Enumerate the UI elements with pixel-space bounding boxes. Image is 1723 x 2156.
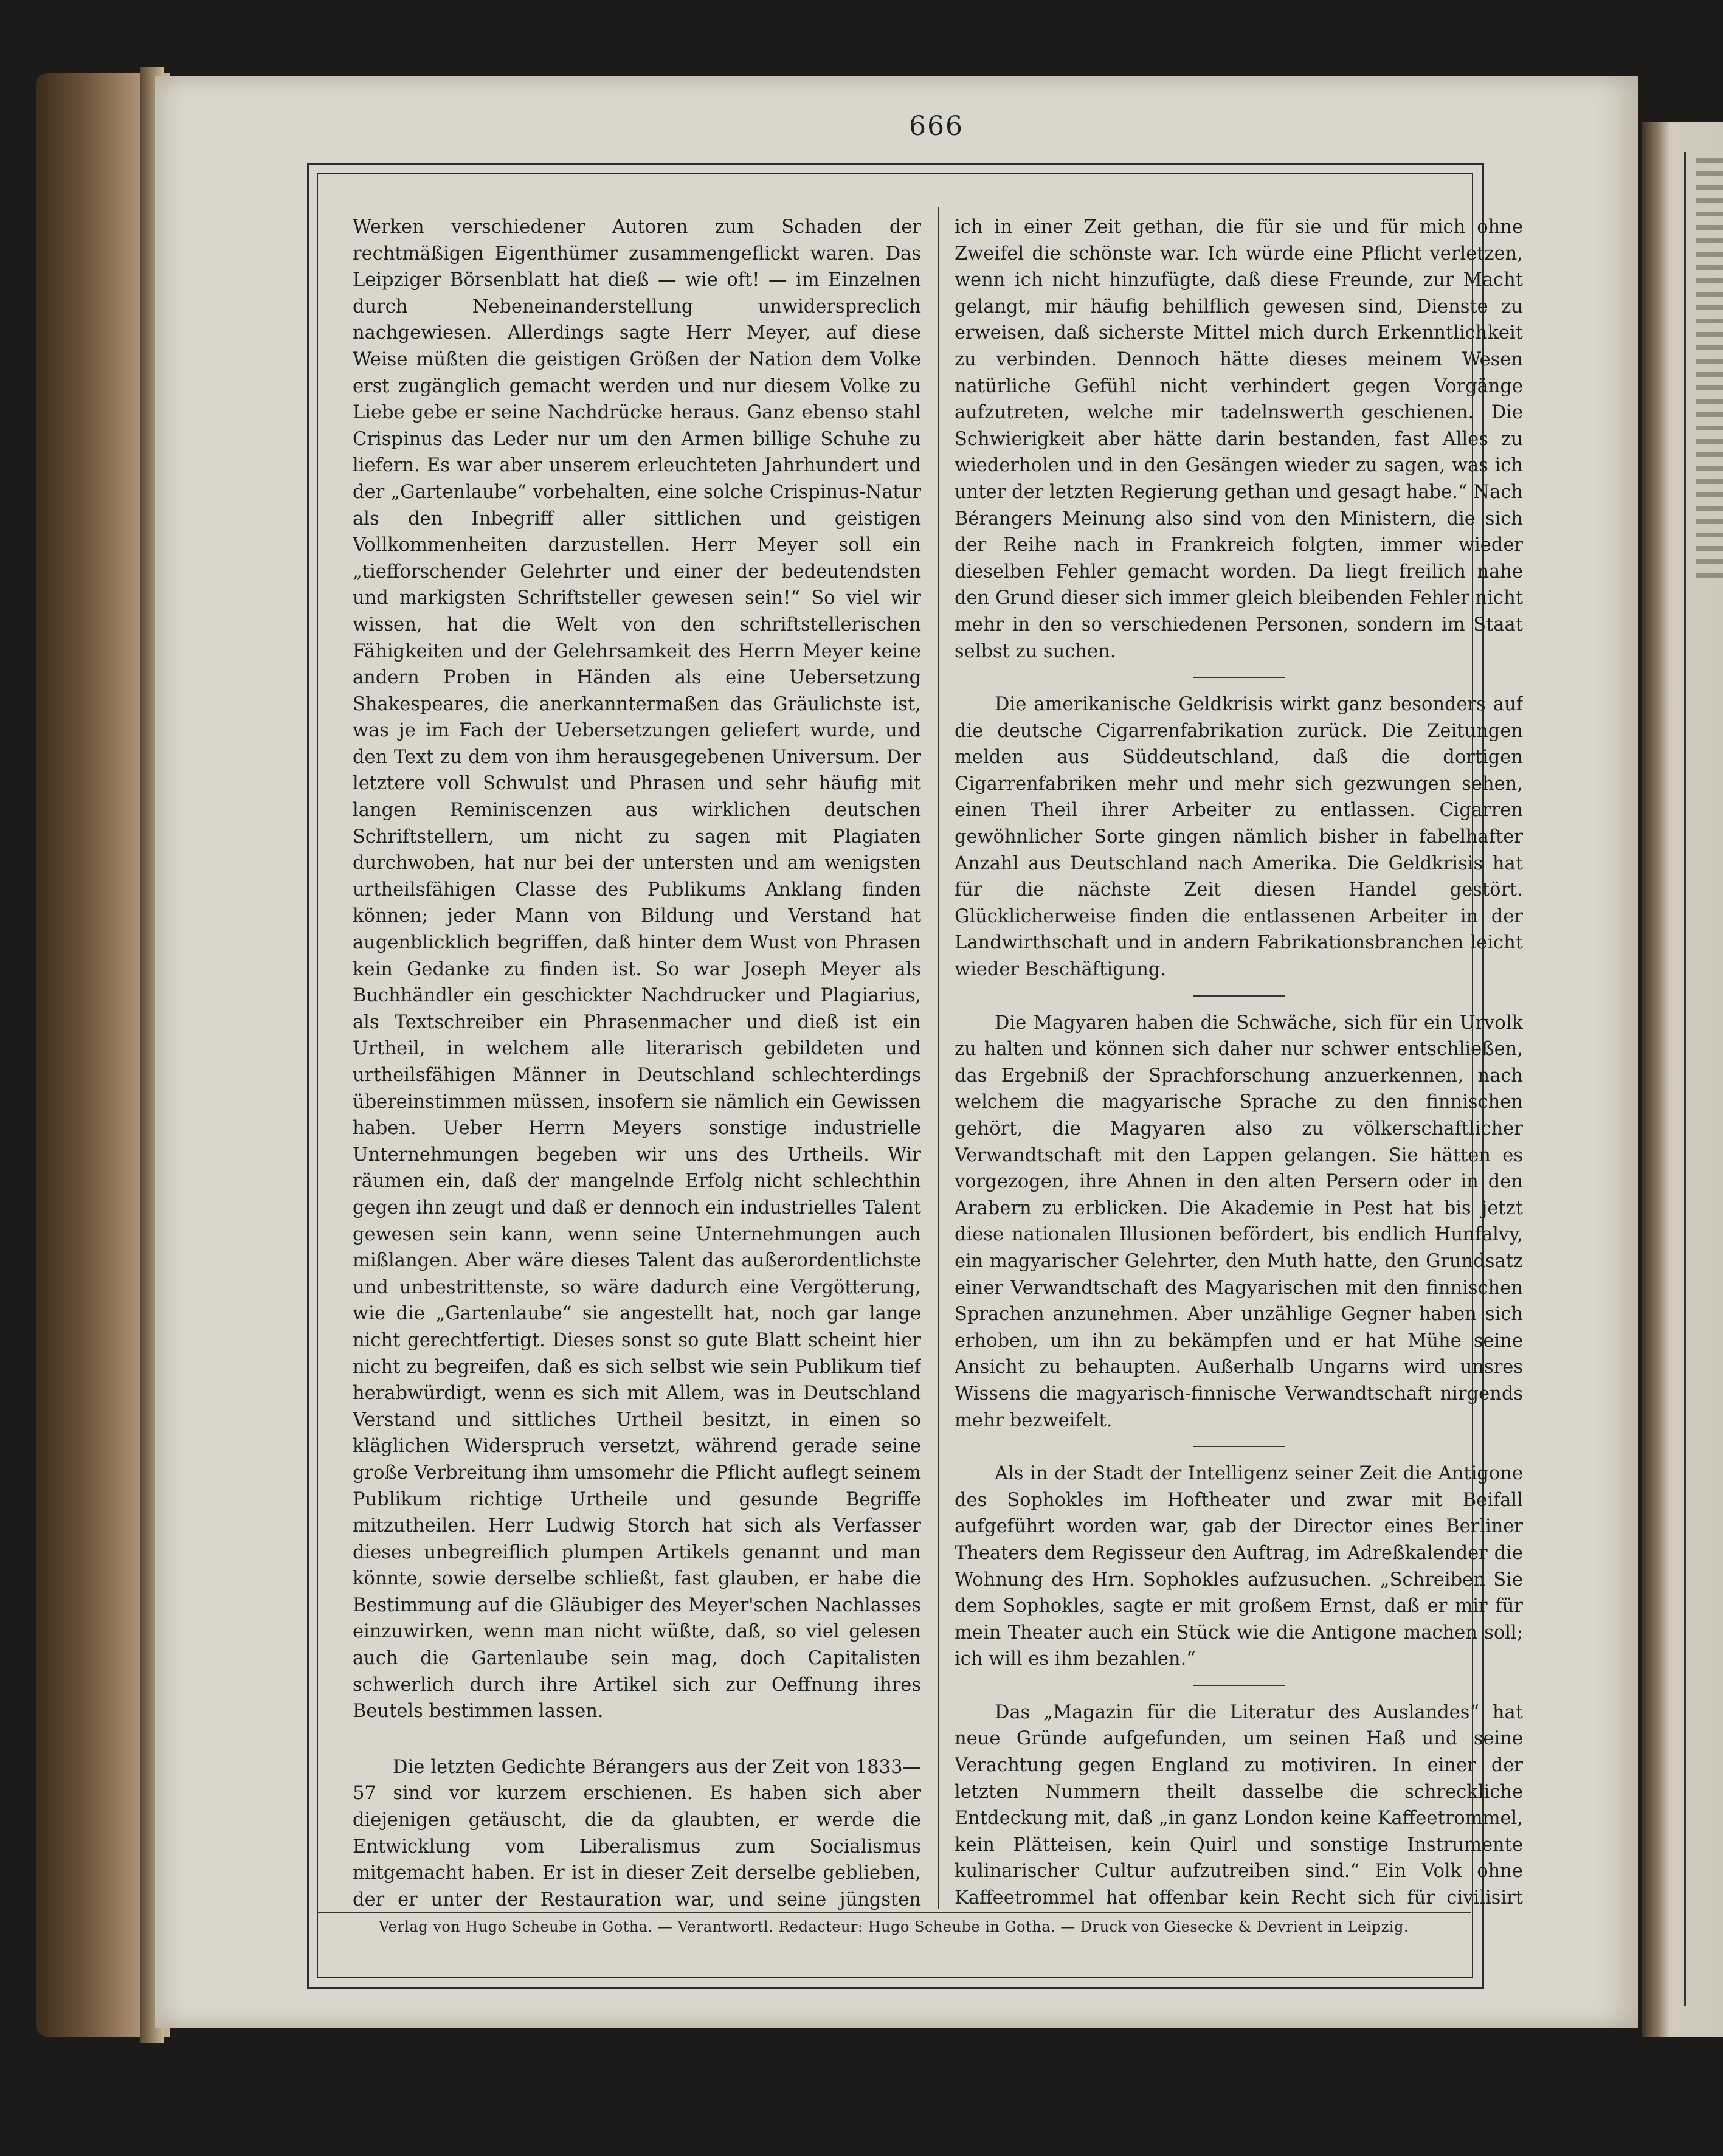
section-separator <box>1193 677 1285 678</box>
section-separator <box>1193 995 1285 997</box>
page-number: 666 <box>909 111 964 142</box>
paragraph-meyer: Werken verschiedener Autoren zum Schaden der rechtmäßigen Eigenthümer zusammengeflickt waren. Das Leipziger Börsenblatt hat dieß — wie oft! — im Einzelnen durch Nebeneinanderstellung unwiderspreclich nachgewiesen. Allerdings sagte Herr Meyer, auf diese Weise müßten die geistigen Größen der Nation dem Volke erst zugänglich gemacht werden und nur diesem Volke zu Liebe gebe er seine Nachdrücke heraus. Ganz ebenso stahl Crispinus das Leder nur um den Armen billige Schuhe zu liefern. Es war aber unserem erleuchteten Jahrhundert und der „Gartenlaube“ vorbehalten, eine solche Crispinus-Natur als den Inbegriff aller sittlichen und geistigen Vollkommenheiten darzustellen. Herr Meyer soll ein „tiefforschender Gelehrter und einer der bedeutendsten und markigsten Schriftsteller gewesen sein!“ So viel wir wissen, hat die Welt von den schriftstellerischen Fähigkeiten und der Gelehrsamkeit des Herrn Meyer keine andern Proben in Händen als eine Uebersetzung Shakespeares, die anerkanntermaßen das Gräulichste ist, was je im Fach der Uebersetzungen geliefert wurde, und den Text zu dem von ihm herausgegebenen Universum. Der letztere voll Schwulst und Phrasen und sehr häufig mit langen Reminiscenzen aus wirklichen deutschen Schriftstellern, um nicht zu sagen mit Plagiaten durchwoben, hat nur bei der untersten und am wenigsten urtheilsfähigen Classe des Publikums Anklang finden können; jeder Mann von Bildung und Verstand hat augenblicklich begriffen, daß hinter dem Wust von Phrasen kein Gedanke zu finden ist. So war Joseph Meyer als Buchhändler ein geschickter Nachdrucker und Plagiarius, als Textschreiber ein Phrasenmacher und dieß ist ein Urtheil, in welchem alle literarisch gebildeten und urtheilsfähigen Männer in Deutschland schlechterdings übereinstimmen müssen, insofern sie nämlich ein Gewissen haben. Ueber Herrn Meyers sonstige industrielle Unternehmungen begeben wir uns des Urtheils. Wir räumen ein, daß der mangelnde Erfolg nicht schlechthin gegen ihn zeugt und daß er dennoch ein industrielles Talent gewesen sein kann, wenn seine Unternehmungen auch mißlangen. Aber wäre dieses Talent das außerordentlichste und unbestrittenste, so wäre dadurch eine Vergötterung, wie die „Gartenlaube“ sie angestellt hat, noch gar lange nicht gerechtfertigt. Dieses sonst so gute Blatt scheint hier nicht zu begreifen, daß es sich selbst wie sein Publikum tief herabwürdigt, wenn es sich mit Allem, was in Deutschland Verstand und sittliches Urtheil besitzt, in einen so kläglichen Widerspruch versetzt, während gerade seine große Verbreitung ihm umsomehr die Pflicht auflegt seinem Publikum richtige Urtheile und gesunde Begriffe mitzutheilen. Herr Ludwig Storch hat sich als Verfasser dieses unbegreiflich plumpen Artikels genannt und man könnte, sowie derselbe schließt, fast glauben, er habe die Bestimmung auf die Gläubiger des Meyer'schen Nachlasses einzuwirken, wenn man nicht wüßte, daß, so viel gelesen auch die Gartenlaube sein mag, doch Capitalisten schwerlich durch ihre Artikel sich zur Oeffnung ihres Beutels bestimmen lassen. <box>353 216 921 1722</box>
paragraph-magyaren: Die Magyaren haben die Schwäche, sich für ein Urvolk zu halten und können sich daher nur schwer entschließen, das Ergebniß der Sprachforschung anzuerkennen, nach welchem die magyarische Sprache zu den finnischen gehört, die Magyaren also zu völkerschaftlicher Verwandtschaft mit den Lappen gelangen. Sie hätten es vorgezogen, ihre Ahnen in den alten Persern oder in den Arabern zu erblicken. Die Akademie in Pest hat bis jetzt diese nationalen Illusionen befördert, bis endlich Hunfalvy, ein magyarischer Gelehrter, den Muth hatte, den Grundsatz einer Verwandtschaft des Magyarischen mit den finnischen Sprachen anzunehmen. Aber unzählige Gegner haben sich erhoben, um ihn zu bekämpfen und er hat Mühe seine Ansicht zu behaupten. Außerhalb Ungarns wird unsres Wissens die magyarisch-finnische Verwandtschaft nirgends mehr bezweifelt. <box>955 1012 1523 1431</box>
footer-rule <box>317 1912 1471 1913</box>
imprint-footer: Verlag von Hugo Scheube in Gotha. — Verantwortl. Redacteur: Hugo Scheube in Gotha. — Druck von Giesecke & Devrient in Leipzig. <box>378 1918 1409 1935</box>
left-column <box>353 214 921 1910</box>
right-column <box>955 214 1523 1910</box>
paragraph-geldkrisis: Die amerikanische Geldkrisis wirkt ganz besonders auf die deutsche Cigarrenfabrikation zurück. Die Zeitungen melden aus Süddeutschland, daß die dortigen Cigarrenfabriken mehr und mehr sich gezwungen sehen, einen Theil ihrer Arbeiter zu entlassen. Cigarren gewöhnlicher Sorte gingen nämlich bisher in fabelhafter Anzahl aus Deutschland nach Amerika. Die Geldkrisis hat für die nächste Zeit diesen Handel gestört. Glücklicherweise finden die entlassenen Arbeiter in der Landwirthschaft und in andern Fabrikationsbranchen leicht wieder Beschäftigung. <box>955 694 1523 981</box>
paragraph-beranger-continued: ich in einer Zeit gethan, die für sie und für mich ohne Zweifel die schönste war. Ich würde eine Pflicht verletzen, wenn ich nicht hinzufügte, daß diese Freunde, zur Macht gelangt, mir häufig behilflich gewesen sind, Dienste zu erweisen, daß sicherste Mittel mich durch Erkenntlichkeit zu verbinden. Dennoch hätte dieses meinem Wesen natürliche Gefühl nicht verhindert gegen Vorgänge aufzutreten, welche mir tadelnswerth geschienen. Die Schwierigkeit aber hätte darin bestanden, fast Alles zu wiederholen und in den Gesängen wieder zu sagen, was ich unter der letzten Regierung gethan und gesagt habe.“ Nach Bérangers Meinung also sind von den Ministern, die sich der Reihe nach in Frankreich folgten, immer wieder dieselben Fehler gemacht worden. Da liegt freilich nahe den Grund dieser sich immer gleich bleibenden Fehler nicht mehr in den so verschiedenen Personen, sondern im Staat selbst zu suchen. <box>955 216 1523 662</box>
section-separator <box>1193 1446 1285 1447</box>
paragraph-antigone: Als in der Stadt der Intelligenz seiner Zeit die Antigone des Sophokles im Hoftheater und zwar mit Beifall aufgeführt worden war, gab der Director eines Berliner Theaters dem Regisseur den Auftrag, im Adreßkalender die Wohnung des Hrn. Sophokles aufzusuchen. „Schreiben Sie dem Sophokles, sagte er mit großem Ernst, daß er mir für mein Theater auch ein Stück wie die Antigone machen soll; ich will es ihm bezahlen.“ <box>955 1463 1523 1670</box>
adjacent-page-ornament <box>1696 158 1723 584</box>
section-separator <box>1193 1685 1285 1686</box>
paragraph-magazin: Das „Magazin für die Literatur des Auslandes“ hat neue Gründe aufgefunden, um seinen Haß und seine Verachtung gegen England zu motiviren. In einer der letzten Nummern theilt dasselbe die schreckliche Entdeckung mit, daß „in ganz London keine Kaffeetrommel, kein Plätteisen, kein Quirl und sonstige Instrumente kulinarischer Cultur aufzutreiben sind.“ Ein Volk ohne Kaffeetrommel hat offenbar kein Recht sich für civilisirt <box>955 1701 1523 1909</box>
column-divider <box>938 207 939 1909</box>
paragraph-beranger: Die letzten Gedichte Bérangers aus der Zeit von 1833—57 sind vor kurzem erschienen. Es haben sich aber diejenigen getäuscht, die da glaubten, er werde die Entwicklung vom Liberalismus zum Socialismus mitgemacht haben. Er ist in dieser Zeit derselbe geblieben, der er unter der Restauration war, und seine jüngsten <box>353 1756 921 1910</box>
